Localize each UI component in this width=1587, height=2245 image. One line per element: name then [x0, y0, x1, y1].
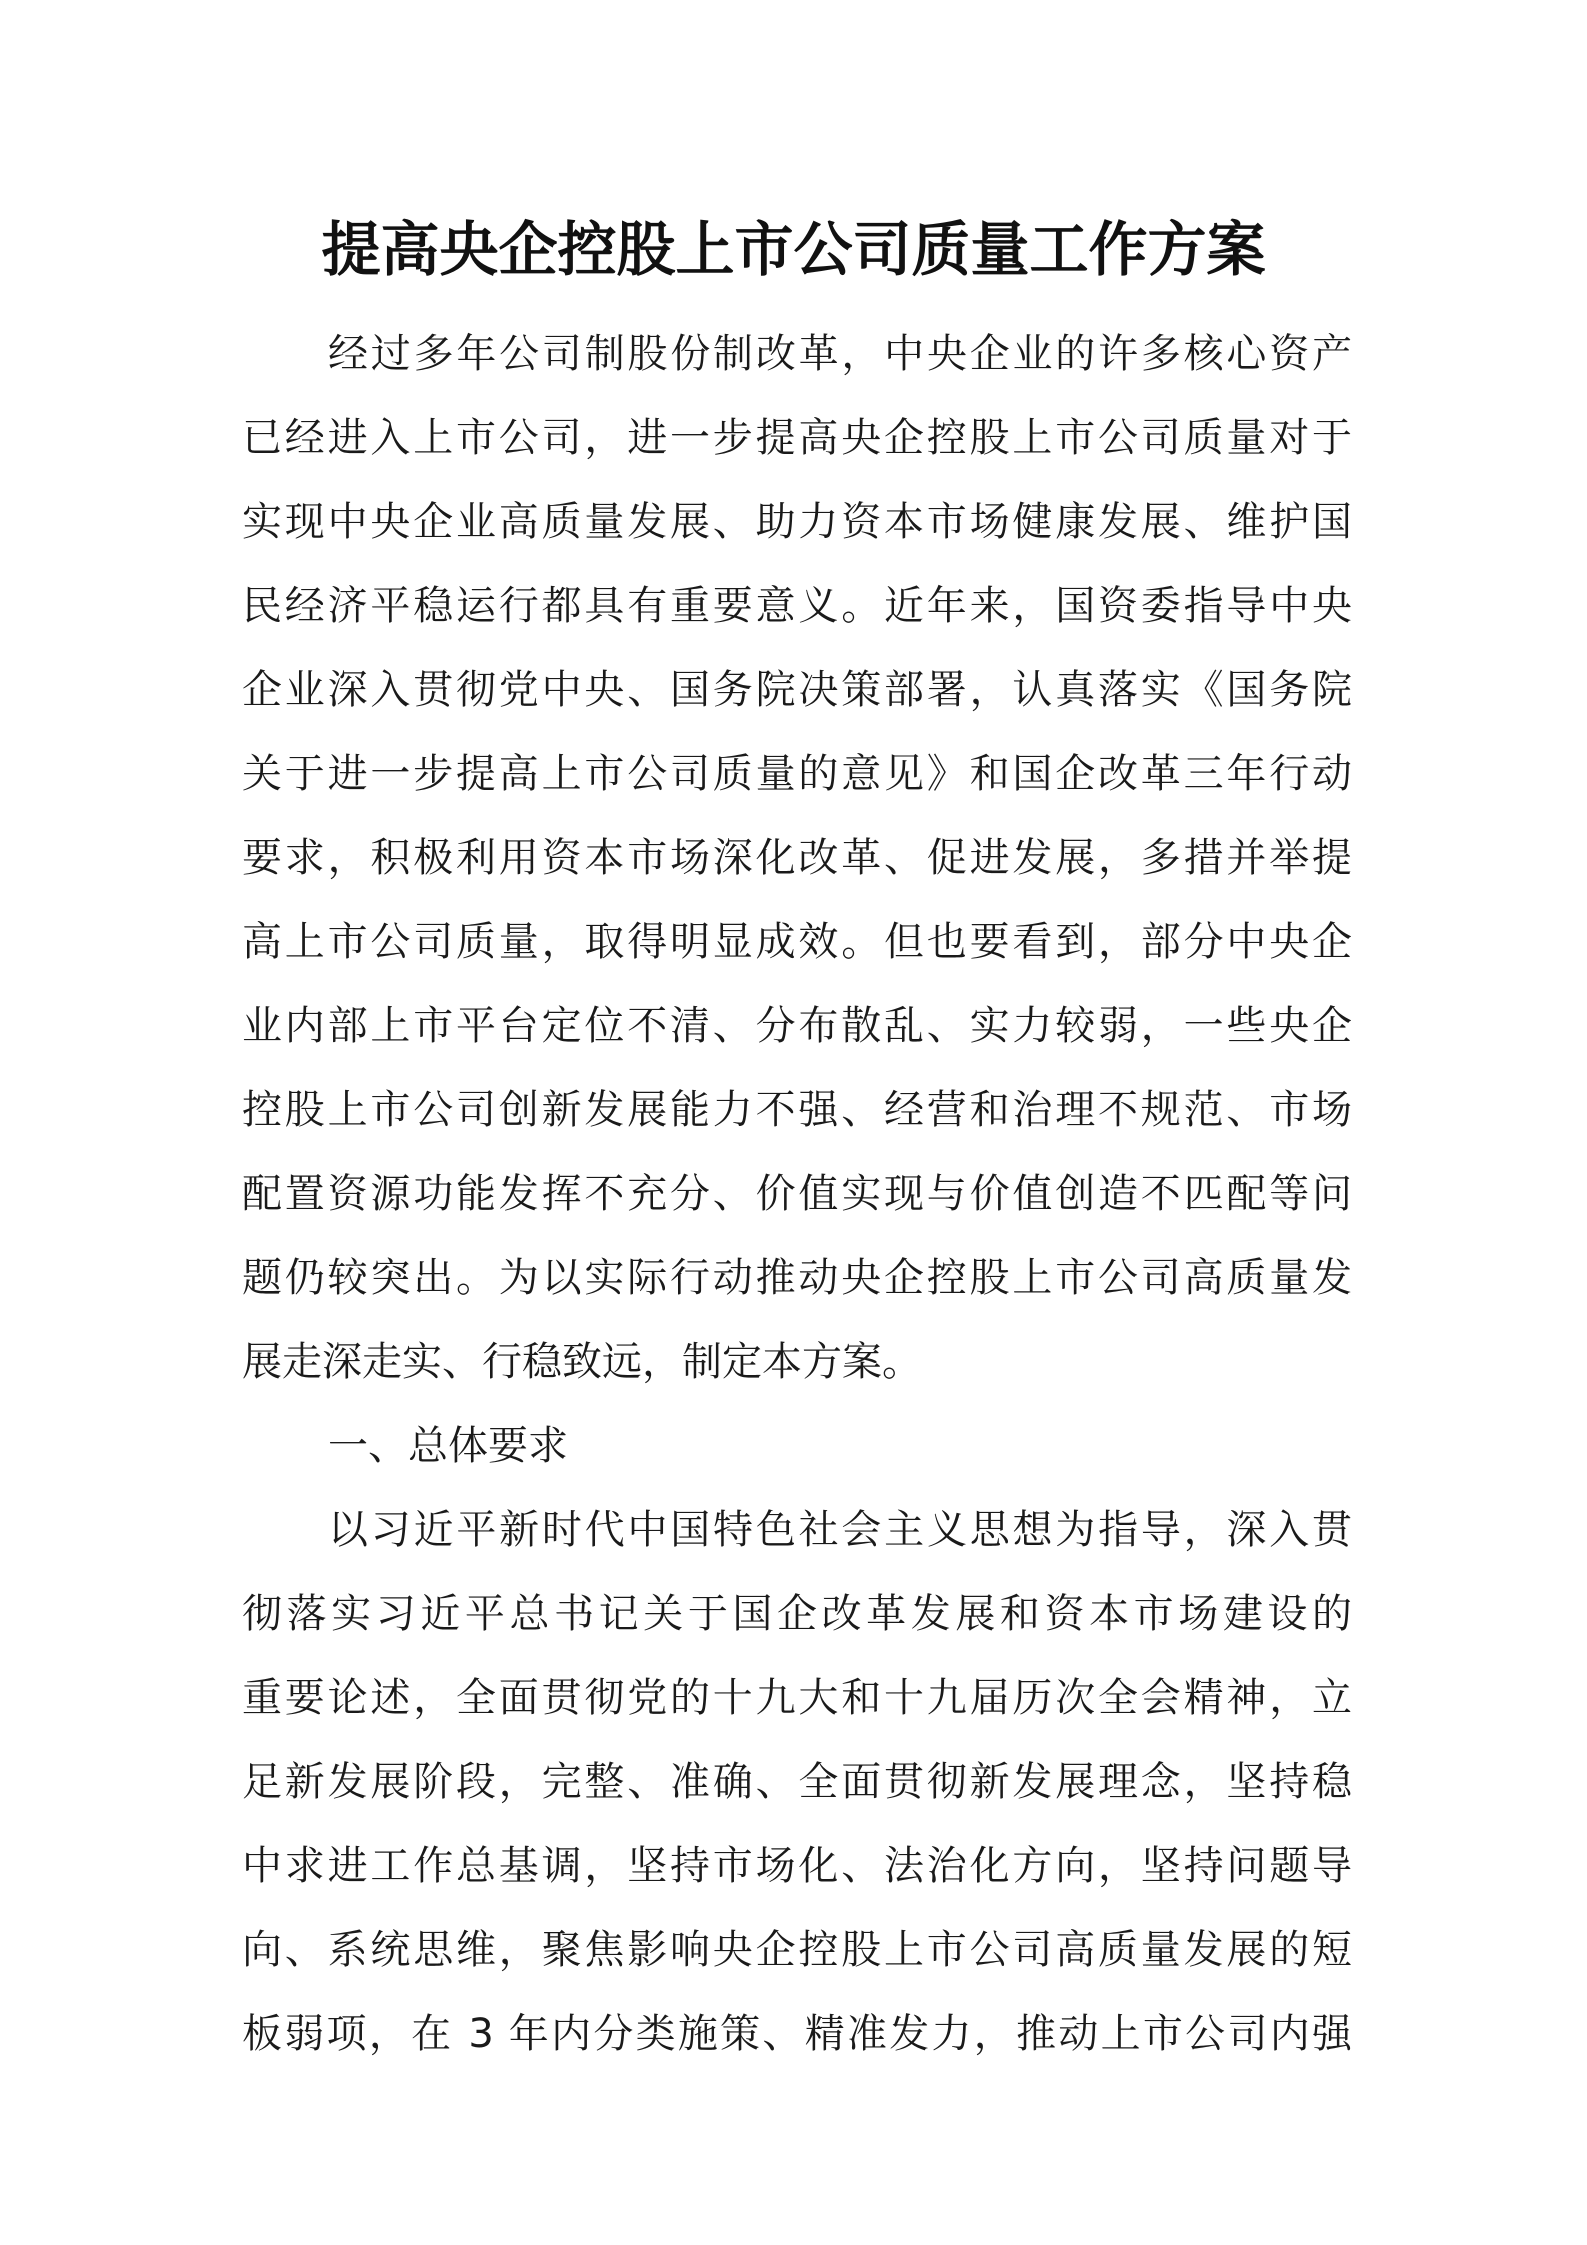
paragraph-line: 企业深入贯彻党中央、国务院决策部署，认真落实《国务院	[242, 667, 1352, 713]
paragraph-line: 中求进工作总基调，坚持市场化、法治化方向，坚持问题导	[242, 1843, 1352, 1889]
paragraph-line: 板弱项，在 3 年内分类施策、精准发力，推动上市公司内强	[242, 2011, 1352, 2057]
section-heading: 一、总体要求	[328, 1423, 568, 1469]
paragraph-line: 实现中央企业高质量发展、助力资本市场健康发展、维护国	[242, 499, 1352, 545]
paragraph-line: 已经进入上市公司，进一步提高央企控股上市公司质量对于	[242, 415, 1352, 461]
paragraph-line: 民经济平稳运行都具有重要意义。近年来，国资委指导中央	[242, 583, 1352, 629]
paragraph-line: 重要论述，全面贯彻党的十九大和十九届历次全会精神，立	[242, 1675, 1352, 1721]
paragraph-line: 业内部上市平台定位不清、分布散乱、实力较弱，一些央企	[242, 1003, 1352, 1049]
paragraph-line: 向、系统思维，聚焦影响央企控股上市公司高质量发展的短	[242, 1927, 1352, 1973]
paragraph-line: 题仍较突出。为以实际行动推动央企控股上市公司高质量发	[242, 1255, 1352, 1301]
paragraph-line: 关于进一步提高上市公司质量的意见》和国企改革三年行动	[242, 751, 1352, 797]
paragraph-line: 彻落实习近平总书记关于国企改革发展和资本市场建设的	[242, 1591, 1352, 1637]
paragraph-line: 足新发展阶段，完整、准确、全面贯彻新发展理念，坚持稳	[242, 1759, 1352, 1805]
paragraph-line: 配置资源功能发挥不充分、价值实现与价值创造不匹配等问	[242, 1171, 1352, 1217]
document-title: 提高央企控股上市公司质量工作方案	[321, 215, 1266, 284]
paragraph-line: 控股上市公司创新发展能力不强、经营和治理不规范、市场	[242, 1087, 1352, 1133]
paragraph-line: 要求，积极利用资本市场深化改革、促进发展，多措并举提	[242, 835, 1352, 881]
paragraph-line: 高上市公司质量，取得明显成效。但也要看到，部分中央企	[242, 919, 1352, 965]
paragraph-line: 以习近平新时代中国特色社会主义思想为指导，深入贯	[328, 1507, 1352, 1553]
paragraph-line: 展走深走实、行稳致远，制定本方案。	[242, 1339, 922, 1385]
paragraph-line: 经过多年公司制股份制改革，中央企业的许多核心资产	[328, 331, 1352, 377]
